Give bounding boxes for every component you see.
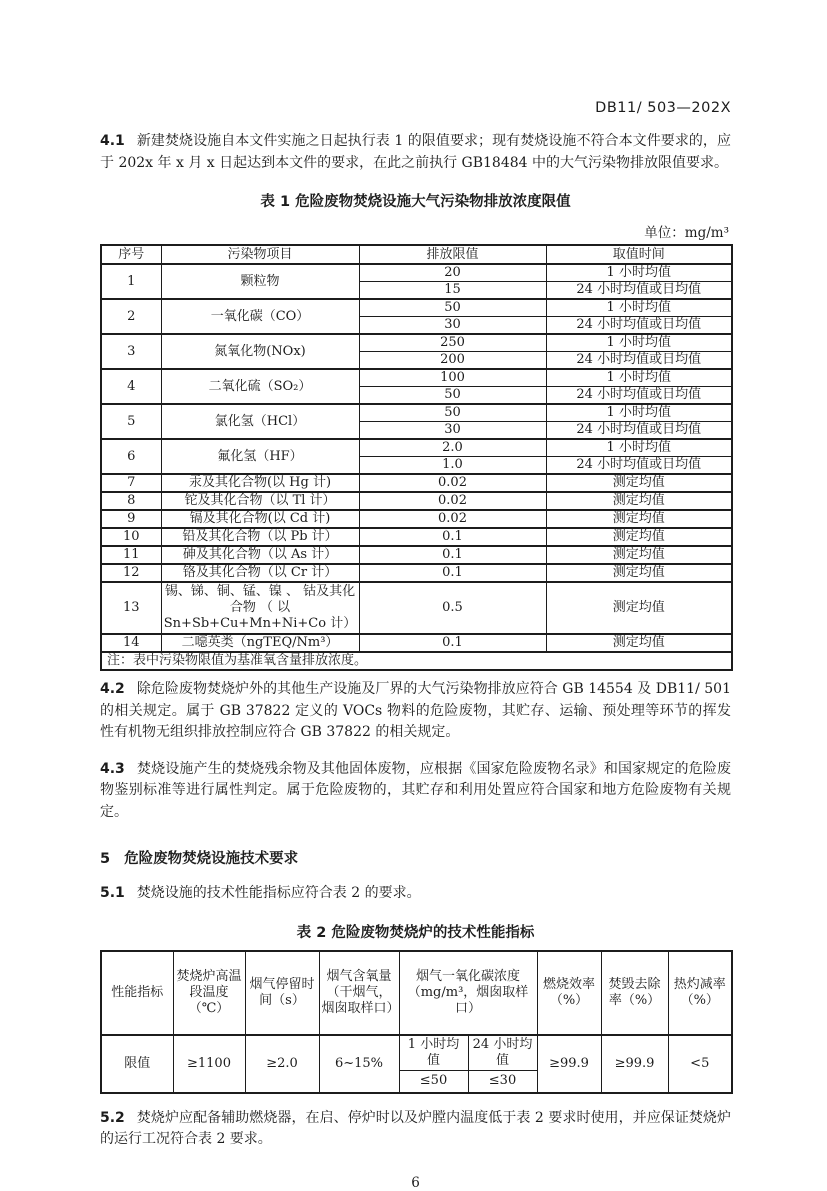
- cell-no: 1: [101, 264, 161, 299]
- cell-no: 5: [101, 404, 161, 439]
- table1-note: 注：表中污染物限值为基准氧含量排放浓度。: [101, 652, 732, 670]
- cell-time: 测定均值: [546, 492, 732, 510]
- cell-limit: 50: [359, 404, 546, 422]
- clause-number: 5.2: [100, 1109, 125, 1126]
- table2-title: 表 2 危险废物焚烧炉的技术性能指标: [296, 924, 535, 941]
- cell-ash: <5: [668, 1035, 732, 1093]
- clause-text: 焚烧设施产生的焚烧残余物及其他固体废物，应根据《国家危险废物名录》和国家规定的危险废物鉴别标准等进行属性判定。属于危险废物的，其贮存和利用处置应符合国家和地方危险废物有关规定。: [100, 760, 731, 820]
- cell-no: 12: [101, 564, 161, 582]
- table-row: [101, 492, 732, 510]
- clause-4-3: [100, 759, 731, 824]
- clause-5-2: [100, 1108, 731, 1151]
- cell-time: 24 小时均值或日均值: [546, 422, 732, 440]
- clause-number: 4.2: [100, 681, 125, 697]
- table1-note-row: [101, 652, 732, 670]
- cell-limit: 30: [359, 422, 546, 440]
- table-row: [101, 334, 732, 352]
- cell-label: 限值: [101, 1035, 173, 1093]
- cell-no: 6: [101, 439, 161, 474]
- cell-pollutant: 氮氧化物(NOx): [161, 334, 359, 369]
- col-header-residence: 烟气停留时间（s）: [245, 951, 319, 1035]
- clause-number: 4.1: [100, 133, 125, 149]
- cell-limit: 250: [359, 334, 546, 352]
- cell-pollutant: 二氧化硫（SO₂）: [161, 369, 359, 404]
- cell-limit: 50: [359, 299, 546, 317]
- table-row: [101, 546, 732, 564]
- cell-pollutant: 砷及其化合物（以 As 计）: [161, 546, 359, 564]
- cell-time: 1 小时均值: [546, 334, 732, 352]
- clause-text: 焚烧设施的技术性能指标应符合表 2 的要求。: [136, 885, 421, 901]
- clause-number: 5.1: [100, 885, 125, 901]
- section-title: 危险废物焚烧设施技术要求: [124, 851, 299, 867]
- clause-4-2: [100, 679, 731, 744]
- table-row: [101, 510, 732, 528]
- cell-no: 7: [101, 474, 161, 492]
- cell-limit: 0.1: [359, 564, 546, 582]
- cell-limit: 0.02: [359, 474, 546, 492]
- cell-limit: 0.02: [359, 510, 546, 528]
- cell-time: 测定均值: [546, 474, 732, 492]
- col-header-time: 取值时间: [546, 245, 732, 264]
- col-header-limit: 排放限值: [359, 245, 546, 264]
- cell-limit: 15: [359, 282, 546, 300]
- cell-efficiency: ≥99.9: [537, 1035, 601, 1093]
- cell-co-1h-label: 1 小时均值: [399, 1035, 468, 1071]
- table-row: [101, 582, 732, 634]
- cell-limit: 1.0: [359, 457, 546, 475]
- cell-no: 13: [101, 582, 161, 634]
- table1-header-row: [101, 245, 732, 264]
- cell-no: 3: [101, 334, 161, 369]
- table-row: [101, 439, 732, 457]
- cell-pollutant: 一氧化碳（CO）: [161, 299, 359, 334]
- page-content: [100, 0, 731, 1191]
- cell-pollutant: 颗粒物: [161, 264, 359, 299]
- cell-pollutant: 氯化氢（HCl）: [161, 404, 359, 439]
- cell-residence: ≥2.0: [245, 1035, 319, 1093]
- table1-unit-label: 单位：mg/m³: [644, 225, 729, 241]
- cell-time: 测定均值: [546, 510, 732, 528]
- cell-co-1h-value: ≤50: [399, 1071, 468, 1093]
- cell-oxygen: 6~15%: [319, 1035, 399, 1093]
- clause-text: 新建焚烧设施自本文件实施之日起执行表 1 的限值要求；现有焚烧设施不符合本文件要求的，应于 202x 年 x 月 x 日起达到本文件的要求，在此之前执行 GB18484 中的大气污染物排放限值要求。: [100, 133, 731, 171]
- col-header-oxygen: 烟气含氧量（干烟气，烟囱取样口）: [319, 951, 399, 1035]
- cell-time: 24 小时均值或日均值: [546, 457, 732, 475]
- cell-time: 24 小时均值或日均值: [546, 282, 732, 300]
- col-header-efficiency: 燃烧效率（%）: [537, 951, 601, 1035]
- cell-limit: 50: [359, 387, 546, 405]
- cell-pollutant: 二噁英类（ngTEQ/Nm³）: [161, 634, 359, 652]
- cell-pollutant: 铊及其化合物（以 Tl 计）: [161, 492, 359, 510]
- cell-pollutant: 氟化氢（HF）: [161, 439, 359, 474]
- cell-no: 8: [101, 492, 161, 510]
- table1: [100, 244, 733, 671]
- cell-time: 1 小时均值: [546, 299, 732, 317]
- table-row: [101, 634, 732, 652]
- cell-limit: 0.02: [359, 492, 546, 510]
- table-row: [101, 1035, 732, 1071]
- cell-time: 测定均值: [546, 634, 732, 652]
- cell-pollutant: 汞及其化合物(以 Hg 计): [161, 474, 359, 492]
- cell-limit: 0.1: [359, 634, 546, 652]
- col-header-ash: 热灼减率（%）: [668, 951, 732, 1035]
- table2-header-row: [101, 951, 732, 1035]
- cell-time: 1 小时均值: [546, 439, 732, 457]
- clause-text: 焚烧炉应配备辅助燃烧器，在启、停炉时以及炉膛内温度低于表 2 要求时使用，并应保证焚烧炉的运行工况符合表 2 要求。: [100, 1109, 731, 1147]
- doc-code: DB11/ 503—202X: [595, 100, 731, 116]
- cell-dre: ≥99.9: [601, 1035, 668, 1093]
- cell-limit: 200: [359, 352, 546, 370]
- cell-time: 测定均值: [546, 546, 732, 564]
- col-header-pollutant: 污染物项目: [161, 245, 359, 264]
- cell-time: 1 小时均值: [546, 264, 732, 282]
- col-header-indicator: 性能指标: [101, 951, 173, 1035]
- cell-limit: 0.1: [359, 528, 546, 546]
- col-header-no: 序号: [101, 245, 161, 264]
- clause-4-1: [100, 131, 731, 174]
- col-header-dre: 焚毁去除率（%）: [601, 951, 668, 1035]
- cell-time: 测定均值: [546, 528, 732, 546]
- cell-limit: 20: [359, 264, 546, 282]
- cell-time: 1 小时均值: [546, 369, 732, 387]
- cell-no: 2: [101, 299, 161, 334]
- table-row: [101, 474, 732, 492]
- cell-limit: 0.1: [359, 546, 546, 564]
- cell-pollutant: 镉及其化合物(以 Cd 计): [161, 510, 359, 528]
- table-row: [101, 564, 732, 582]
- cell-co-24h-label: 24 小时均值: [468, 1035, 537, 1071]
- cell-no: 11: [101, 546, 161, 564]
- page-number: 6: [411, 1174, 420, 1191]
- cell-limit: 0.5: [359, 582, 546, 634]
- cell-no: 9: [101, 510, 161, 528]
- cell-no: 14: [101, 634, 161, 652]
- table2: [100, 950, 733, 1094]
- cell-pollutant: 锡、锑、铜、锰、镍 、 钴及其化合物 （ 以 Sn+Sb+Cu+Mn+Ni+Co 计）: [161, 582, 359, 634]
- cell-co-24h-value: ≤30: [468, 1071, 537, 1093]
- cell-time: 24 小时均值或日均值: [546, 317, 732, 335]
- cell-time: 测定均值: [546, 582, 732, 634]
- cell-temp: ≥1100: [173, 1035, 245, 1093]
- clause-5-1: [100, 883, 731, 905]
- section-5-heading: [100, 847, 731, 868]
- col-header-co: 烟气一氧化碳浓度（mg/m³，烟囱取样口）: [399, 951, 537, 1035]
- table-row: [101, 369, 732, 387]
- cell-limit: 2.0: [359, 439, 546, 457]
- col-header-temp: 焚烧炉高温段温度（℃）: [173, 951, 245, 1035]
- cell-no: 4: [101, 369, 161, 404]
- cell-limit: 30: [359, 317, 546, 335]
- cell-time: 24 小时均值或日均值: [546, 387, 732, 405]
- clause-text: 除危险废物焚烧炉外的其他生产设施及厂界的大气污染物排放应符合 GB 14554 及 DB11/ 501 的相关规定。属于 GB 37822 定义的 VOCs 物料的危险废物，其贮存、运输、预处理等环节的挥发性有机物无组织排放控制应符合 GB 37822 的相关规定。: [100, 681, 731, 740]
- table-row: [101, 264, 732, 282]
- cell-no: 10: [101, 528, 161, 546]
- cell-pollutant: 铅及其化合物（以 Pb 计）: [161, 528, 359, 546]
- cell-time: 24 小时均值或日均值: [546, 352, 732, 370]
- table-row: [101, 528, 732, 546]
- cell-time: 1 小时均值: [546, 404, 732, 422]
- table-row: [101, 299, 732, 317]
- cell-pollutant: 铬及其化合物（以 Cr 计）: [161, 564, 359, 582]
- table-row: [101, 404, 732, 422]
- clause-number: 4.3: [100, 760, 125, 777]
- section-number: 5: [100, 851, 111, 867]
- table1-title: 表 1 危险废物焚烧设施大气污染物排放浓度限值: [260, 194, 571, 210]
- cell-limit: 100: [359, 369, 546, 387]
- cell-time: 测定均值: [546, 564, 732, 582]
